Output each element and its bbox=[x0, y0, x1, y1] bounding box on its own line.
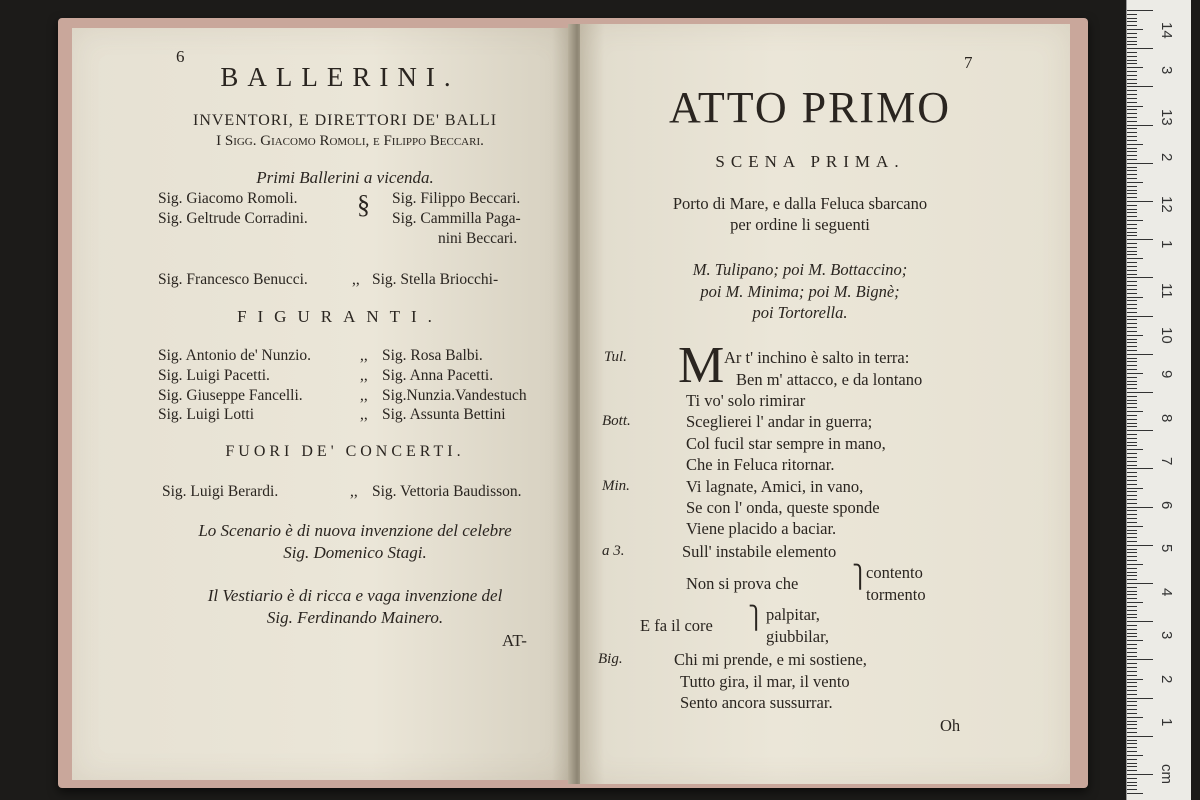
tul-line-1: Ar t' inchino è salto in terra: bbox=[724, 348, 910, 367]
ruler-tick bbox=[1127, 552, 1137, 553]
ruler-tick bbox=[1127, 709, 1137, 710]
right-page bbox=[580, 24, 1070, 784]
ruler-tick bbox=[1127, 671, 1137, 672]
ruler-tick bbox=[1127, 759, 1137, 760]
ruler-tick bbox=[1127, 667, 1137, 668]
ruler-tick bbox=[1127, 430, 1153, 431]
a3-line-1: Sull' instabile elemento bbox=[682, 542, 837, 561]
ruler-tick bbox=[1127, 361, 1137, 362]
ruler-tick bbox=[1127, 587, 1137, 588]
ruler-tick bbox=[1127, 144, 1143, 145]
ruler-number: 13 bbox=[1158, 109, 1175, 126]
core-option-1: palpitar, bbox=[766, 605, 820, 624]
vestiario-line-1: Il Vestiario è di ricca e vaga invenzione del bbox=[207, 586, 503, 605]
ruler-tick bbox=[1127, 106, 1143, 107]
ruler-tick bbox=[1127, 29, 1143, 30]
min-line-3: Viene placido a baciar. bbox=[686, 519, 837, 538]
figurante-right-1: Sig. Rosa Balbi. bbox=[382, 347, 483, 364]
fuori-heading: FUORI DE' CONCERTI. bbox=[225, 443, 465, 460]
scene-title: SCENA PRIMA. bbox=[715, 152, 905, 171]
ruler-tick bbox=[1127, 698, 1153, 699]
ruler-tick bbox=[1127, 178, 1137, 179]
ruler-tick bbox=[1127, 228, 1137, 229]
ruler-tick bbox=[1127, 25, 1137, 26]
figurante-left-3: Sig. Giuseppe Fancelli. bbox=[158, 387, 303, 404]
ruler-tick bbox=[1127, 445, 1137, 446]
ruler-tick bbox=[1127, 21, 1137, 22]
ruler-tick bbox=[1127, 724, 1137, 725]
ruler-tick bbox=[1127, 423, 1137, 424]
ruler-tick bbox=[1127, 148, 1137, 149]
ruler-tick bbox=[1127, 193, 1137, 194]
ruler-tick bbox=[1127, 163, 1153, 164]
speaker-min: Min. bbox=[602, 478, 630, 494]
ruler-tick bbox=[1127, 766, 1137, 767]
ruler-tick bbox=[1127, 465, 1137, 466]
big-line-2: Tutto gira, il mar, il vento bbox=[680, 672, 850, 691]
ruler-tick bbox=[1127, 159, 1137, 160]
ruler-tick bbox=[1127, 606, 1137, 607]
ruler-tick bbox=[1127, 224, 1137, 225]
ruler-tick bbox=[1127, 614, 1137, 615]
speaker-bott: Bott. bbox=[602, 413, 631, 429]
ruler-tick bbox=[1127, 277, 1153, 278]
ruler-tick bbox=[1127, 564, 1143, 565]
ruler-tick bbox=[1127, 350, 1137, 351]
figurante-right-2: Sig. Anna Pacetti. bbox=[382, 367, 494, 384]
ruler-tick bbox=[1127, 545, 1153, 546]
ruler-tick bbox=[1127, 743, 1137, 744]
ruler-tick bbox=[1127, 71, 1137, 72]
ruler-tick bbox=[1127, 400, 1137, 401]
ruler-number: 2 bbox=[1158, 674, 1175, 683]
ruler-tick bbox=[1127, 449, 1143, 450]
ruler-tick bbox=[1127, 381, 1137, 382]
ruler-tick bbox=[1127, 243, 1137, 244]
ruler-tick bbox=[1127, 522, 1137, 523]
ruler-tick bbox=[1127, 331, 1137, 332]
ruler-tick bbox=[1127, 346, 1137, 347]
ruler-tick bbox=[1127, 335, 1143, 336]
ruler-tick bbox=[1127, 472, 1137, 473]
ruler-tick bbox=[1127, 251, 1137, 252]
ruler-tick bbox=[1127, 94, 1137, 95]
ruler-tick bbox=[1127, 770, 1137, 771]
prova-option-1: contento bbox=[866, 563, 923, 582]
ruler-tick bbox=[1127, 675, 1137, 676]
right-page-number: 7 bbox=[964, 53, 973, 72]
ruler-tick bbox=[1127, 285, 1137, 286]
ruler-number: 1 bbox=[1158, 239, 1175, 248]
measuring-ruler bbox=[1126, 0, 1191, 800]
ruler-tick bbox=[1127, 117, 1137, 118]
ruler-tick bbox=[1127, 358, 1137, 359]
ruler-tick bbox=[1127, 499, 1137, 500]
ruler-tick bbox=[1127, 568, 1137, 569]
ruler-tick bbox=[1127, 457, 1137, 458]
ruler-tick bbox=[1127, 594, 1137, 595]
ruler-tick bbox=[1127, 575, 1137, 576]
ruler-tick bbox=[1127, 14, 1137, 15]
ruler-tick bbox=[1127, 629, 1137, 630]
ruler-tick bbox=[1127, 621, 1153, 622]
ruler-tick bbox=[1127, 182, 1143, 183]
stage-direction-2: per ordine li seguenti bbox=[730, 215, 870, 234]
figurante-left-2: Sig. Luigi Pacetti. bbox=[158, 367, 270, 384]
big-line-1: Chi mi prende, e mi sostiene, bbox=[674, 650, 867, 669]
ruler-tick bbox=[1127, 319, 1137, 320]
ruler-tick bbox=[1127, 52, 1137, 53]
ruler-number: 4 bbox=[1158, 587, 1175, 596]
ruler-tick bbox=[1127, 98, 1137, 99]
ruler-tick bbox=[1127, 510, 1137, 511]
ruler-tick bbox=[1127, 403, 1137, 404]
ruler-tick bbox=[1127, 778, 1137, 779]
min-line-1: Vi lagnate, Amici, in vano, bbox=[686, 477, 864, 496]
ruler-tick bbox=[1127, 121, 1137, 122]
scenario-line-2: Sig. Domenico Stagi. bbox=[283, 543, 427, 562]
ruler-tick bbox=[1127, 491, 1137, 492]
ruler-tick bbox=[1127, 83, 1137, 84]
ruler-tick bbox=[1127, 488, 1143, 489]
ruler-tick bbox=[1127, 480, 1137, 481]
ruler-tick bbox=[1127, 789, 1137, 790]
ruler-number: 11 bbox=[1158, 283, 1175, 299]
ruler-unit: cm bbox=[1158, 764, 1175, 784]
ruler-tick bbox=[1127, 747, 1137, 748]
ruler-tick bbox=[1127, 369, 1137, 370]
primi-right-3: nini Beccari. bbox=[438, 230, 518, 247]
ruler-tick bbox=[1127, 384, 1137, 385]
ruler-tick bbox=[1127, 636, 1137, 637]
ruler-tick bbox=[1127, 86, 1153, 87]
bott-line-3: Che in Feluca ritornar. bbox=[686, 455, 835, 474]
ruler-tick bbox=[1127, 682, 1137, 683]
ruler-tick bbox=[1127, 396, 1137, 397]
ruler-tick bbox=[1127, 721, 1137, 722]
ruler-tick bbox=[1127, 109, 1137, 110]
ruler-tick bbox=[1127, 579, 1137, 580]
prova-brace: ⎫ bbox=[852, 564, 869, 589]
ruler-tick bbox=[1127, 652, 1137, 653]
ruler-tick bbox=[1127, 785, 1137, 786]
ruler-tick bbox=[1127, 572, 1137, 573]
figurante-sep-2: ,, bbox=[360, 367, 368, 384]
ruler-tick bbox=[1127, 407, 1137, 408]
inventors-heading: INVENTORI, E DIRETTORI DE' BALLI bbox=[192, 112, 498, 129]
ruler-tick bbox=[1127, 426, 1137, 427]
speaker-big: Big. bbox=[598, 651, 623, 667]
ruler-tick bbox=[1127, 442, 1137, 443]
ruler-tick bbox=[1127, 419, 1137, 420]
benucci-sep: ,, bbox=[352, 271, 360, 288]
ruler-tick bbox=[1127, 258, 1143, 259]
ruler-tick bbox=[1127, 266, 1137, 267]
ruler-tick bbox=[1127, 755, 1143, 756]
ruler-number: 7 bbox=[1158, 457, 1175, 466]
scenario-line-1: Lo Scenario è di nuova invenzione del celebre bbox=[198, 521, 512, 540]
tul-line-3: Ti vo' solo rimirar bbox=[686, 391, 806, 410]
ruler-tick bbox=[1127, 44, 1137, 45]
ruler-tick bbox=[1127, 373, 1143, 374]
ruler-tick bbox=[1127, 113, 1137, 114]
ruler-tick bbox=[1127, 701, 1137, 702]
ruler-tick bbox=[1127, 254, 1137, 255]
bott-line-1: Sceglierei l' andar in guerra; bbox=[686, 412, 873, 431]
ruler-tick bbox=[1127, 468, 1153, 469]
ruler-tick bbox=[1127, 304, 1137, 305]
ruler-tick bbox=[1127, 151, 1137, 152]
ruler-tick bbox=[1127, 728, 1137, 729]
tul-line-2: Ben m' attacco, e da lontano bbox=[736, 370, 923, 389]
ruler-tick bbox=[1127, 495, 1137, 496]
ruler-tick bbox=[1127, 339, 1137, 340]
stage-direction-1: Porto di Mare, e dalla Feluca sbarcano bbox=[672, 194, 928, 213]
ruler-tick bbox=[1127, 793, 1143, 794]
ruler-tick bbox=[1127, 602, 1143, 603]
ruler-tick bbox=[1127, 484, 1137, 485]
ruler-tick bbox=[1127, 18, 1137, 19]
ruler-tick bbox=[1127, 262, 1137, 263]
ruler-tick bbox=[1127, 90, 1137, 91]
ruler-tick bbox=[1127, 235, 1137, 236]
ruler-tick bbox=[1127, 48, 1153, 49]
core-brace: ⎫ bbox=[748, 605, 765, 630]
ruler-tick bbox=[1127, 518, 1137, 519]
ruler-tick bbox=[1127, 663, 1137, 664]
figurante-sep-3: ,, bbox=[360, 387, 368, 404]
ruler-tick bbox=[1127, 274, 1137, 275]
prova-prefix: Non si prova che bbox=[686, 574, 799, 593]
primi-heading: Primi Ballerini a vicenda. bbox=[256, 168, 434, 187]
ruler-tick bbox=[1127, 125, 1153, 126]
ruler-tick bbox=[1127, 713, 1137, 714]
speaker-tul: Tul. bbox=[604, 349, 627, 365]
ruler-tick bbox=[1127, 679, 1143, 680]
ruler-tick bbox=[1127, 186, 1137, 187]
ruler-tick bbox=[1127, 33, 1137, 34]
ruler-tick bbox=[1127, 155, 1137, 156]
ruler-tick bbox=[1127, 316, 1153, 317]
ruler-tick bbox=[1127, 205, 1137, 206]
ruler-tick bbox=[1127, 507, 1153, 508]
ruler-tick bbox=[1127, 354, 1153, 355]
ruler-tick bbox=[1127, 526, 1143, 527]
benucci-right: Sig. Stella Briocchi- bbox=[372, 271, 499, 288]
ruler-tick bbox=[1127, 530, 1137, 531]
ruler-number: 3 bbox=[1158, 631, 1175, 640]
ruler-tick bbox=[1127, 297, 1143, 298]
drop-cap: M bbox=[678, 337, 725, 394]
ruler-tick bbox=[1127, 560, 1137, 561]
ruler-tick bbox=[1127, 300, 1137, 301]
primi-left-2: Sig. Geltrude Corradini. bbox=[158, 210, 308, 227]
ruler-tick bbox=[1127, 342, 1137, 343]
ruler-tick bbox=[1127, 415, 1137, 416]
ruler-tick bbox=[1127, 476, 1137, 477]
ruler-tick bbox=[1127, 610, 1137, 611]
ruler-tick bbox=[1127, 537, 1137, 538]
ruler-tick bbox=[1127, 140, 1137, 141]
primi-right-2: Sig. Cammilla Paga- bbox=[392, 210, 521, 227]
ruler-tick bbox=[1127, 60, 1137, 61]
ruler-tick bbox=[1127, 167, 1137, 168]
fuori-sep: ,, bbox=[350, 483, 358, 500]
figurante-sep-4: ,, bbox=[360, 406, 368, 423]
ruler-tick bbox=[1127, 312, 1137, 313]
vestiario-line-2: Sig. Ferdinando Mainero. bbox=[266, 608, 444, 627]
right-catchword: Oh bbox=[940, 716, 961, 735]
ruler-tick bbox=[1127, 659, 1153, 660]
ruler-tick bbox=[1127, 740, 1137, 741]
ruler-tick bbox=[1127, 323, 1137, 324]
figurante-sep-1: ,, bbox=[360, 347, 368, 364]
ruler-tick bbox=[1127, 197, 1137, 198]
ruler-tick bbox=[1127, 10, 1153, 11]
ruler-number: 1 bbox=[1158, 718, 1175, 727]
ruler-tick bbox=[1127, 174, 1137, 175]
ruler-number: 5 bbox=[1158, 544, 1175, 553]
ruler-tick bbox=[1127, 763, 1137, 764]
ruler-number: 2 bbox=[1158, 152, 1175, 161]
figurante-left-4: Sig. Luigi Lotti bbox=[158, 406, 255, 423]
ruler-tick bbox=[1127, 37, 1137, 38]
ruler-tick bbox=[1127, 281, 1137, 282]
primi-right-1: Sig. Filippo Beccari. bbox=[392, 190, 521, 207]
ruler-tick bbox=[1127, 388, 1137, 389]
min-line-2: Se con l' onda, queste sponde bbox=[686, 498, 880, 517]
ruler-tick bbox=[1127, 461, 1137, 462]
ruler-number: 6 bbox=[1158, 500, 1175, 509]
ruler-tick bbox=[1127, 190, 1137, 191]
ruler-tick bbox=[1127, 503, 1137, 504]
ruler-tick bbox=[1127, 239, 1153, 240]
ruler-tick bbox=[1127, 232, 1137, 233]
ruler-tick bbox=[1127, 640, 1143, 641]
ruler-tick bbox=[1127, 327, 1137, 328]
ruler-tick bbox=[1127, 549, 1137, 550]
ruler-tick bbox=[1127, 170, 1137, 171]
ruler-tick bbox=[1127, 717, 1143, 718]
ruler-tick bbox=[1127, 308, 1137, 309]
ruler-tick bbox=[1127, 782, 1137, 783]
ruler-tick bbox=[1127, 644, 1137, 645]
ruler-number: 14 bbox=[1158, 22, 1175, 39]
ruler-tick bbox=[1127, 220, 1143, 221]
ruler-tick bbox=[1127, 56, 1137, 57]
ruler-tick bbox=[1127, 128, 1137, 129]
figurante-left-1: Sig. Antonio de' Nunzio. bbox=[158, 347, 312, 364]
characters-line-3: poi Tortorella. bbox=[752, 303, 848, 322]
characters-line-2: poi M. Minima; poi M. Bignè; bbox=[700, 282, 900, 301]
curly-brace-ornament: § bbox=[357, 190, 370, 219]
figurante-right-3: Sig.Nunzia.Vandestuch bbox=[382, 387, 527, 404]
core-option-2: giubbilar, bbox=[766, 627, 830, 646]
ruler-tick bbox=[1127, 732, 1137, 733]
ruler-tick bbox=[1127, 293, 1137, 294]
ruler-tick bbox=[1127, 690, 1137, 691]
ruler-tick bbox=[1127, 289, 1137, 290]
ruler-tick bbox=[1127, 514, 1137, 515]
ruler-tick bbox=[1127, 648, 1137, 649]
ruler-tick bbox=[1127, 434, 1137, 435]
speaker-a3: a 3. bbox=[602, 543, 625, 559]
ruler-number: 9 bbox=[1158, 370, 1175, 379]
ruler-tick bbox=[1127, 67, 1143, 68]
ruler-tick bbox=[1127, 132, 1137, 133]
left-catchword: AT- bbox=[502, 631, 527, 650]
ruler-tick bbox=[1127, 377, 1137, 378]
ruler-tick bbox=[1127, 736, 1153, 737]
ruler-number: 3 bbox=[1158, 65, 1175, 74]
ruler-tick bbox=[1127, 633, 1137, 634]
ruler-tick bbox=[1127, 541, 1137, 542]
ruler-tick bbox=[1127, 583, 1153, 584]
left-page-title: BALLERINI. bbox=[220, 62, 460, 92]
ruler-tick bbox=[1127, 533, 1137, 534]
ruler-tick bbox=[1127, 686, 1137, 687]
bott-line-2: Col fucil star sempre in mano, bbox=[686, 434, 886, 453]
ruler-tick bbox=[1127, 247, 1137, 248]
ruler-tick bbox=[1127, 656, 1137, 657]
left-page-number: 6 bbox=[176, 47, 185, 66]
ruler-tick bbox=[1127, 136, 1137, 137]
ruler-tick bbox=[1127, 392, 1153, 393]
ruler-tick bbox=[1127, 411, 1143, 412]
ruler-tick bbox=[1127, 598, 1137, 599]
ruler-tick bbox=[1127, 705, 1137, 706]
fuori-left: Sig. Luigi Berardi. bbox=[162, 483, 279, 500]
ruler-number: 8 bbox=[1158, 413, 1175, 422]
ruler-number: 10 bbox=[1158, 326, 1175, 344]
ruler-tick bbox=[1127, 209, 1137, 210]
ruler-tick bbox=[1127, 751, 1137, 752]
ruler-tick bbox=[1127, 774, 1153, 775]
act-title: ATTO PRIMO bbox=[668, 83, 951, 132]
ruler-tick bbox=[1127, 617, 1137, 618]
ruler-tick bbox=[1127, 556, 1137, 557]
ruler-tick bbox=[1127, 625, 1137, 626]
ruler-tick bbox=[1127, 438, 1137, 439]
big-line-3: Sento ancora sussurrar. bbox=[680, 693, 833, 712]
ruler-tick bbox=[1127, 216, 1137, 217]
ruler-tick bbox=[1127, 365, 1137, 366]
ruler-tick bbox=[1127, 270, 1137, 271]
figurante-right-4: Sig. Assunta Bettini bbox=[382, 406, 506, 423]
ruler-tick bbox=[1127, 591, 1137, 592]
ruler-tick bbox=[1127, 102, 1137, 103]
ruler-tick bbox=[1127, 453, 1137, 454]
figuranti-heading: FIGURANTI. bbox=[237, 307, 443, 326]
core-prefix: E fa il core bbox=[640, 616, 713, 635]
ruler-tick bbox=[1127, 79, 1137, 80]
ruler-tick bbox=[1127, 201, 1153, 202]
ruler-tick bbox=[1127, 75, 1137, 76]
ruler-tick bbox=[1127, 212, 1137, 213]
ruler-tick bbox=[1127, 41, 1137, 42]
benucci-left: Sig. Francesco Benucci. bbox=[158, 271, 308, 288]
prova-option-2: tormento bbox=[866, 585, 926, 604]
ruler-tick bbox=[1127, 694, 1137, 695]
fuori-right: Sig. Vettoria Baudisson. bbox=[372, 483, 522, 500]
primi-left-1: Sig. Giacomo Romoli. bbox=[158, 190, 298, 207]
ruler-number: 12 bbox=[1158, 196, 1175, 213]
characters-line-1: M. Tulipano; poi M. Bottaccino; bbox=[692, 260, 908, 279]
inventors-names: I Sigg. Giacomo Romoli, e Filippo Beccari. bbox=[216, 133, 484, 149]
ruler-tick bbox=[1127, 63, 1137, 64]
